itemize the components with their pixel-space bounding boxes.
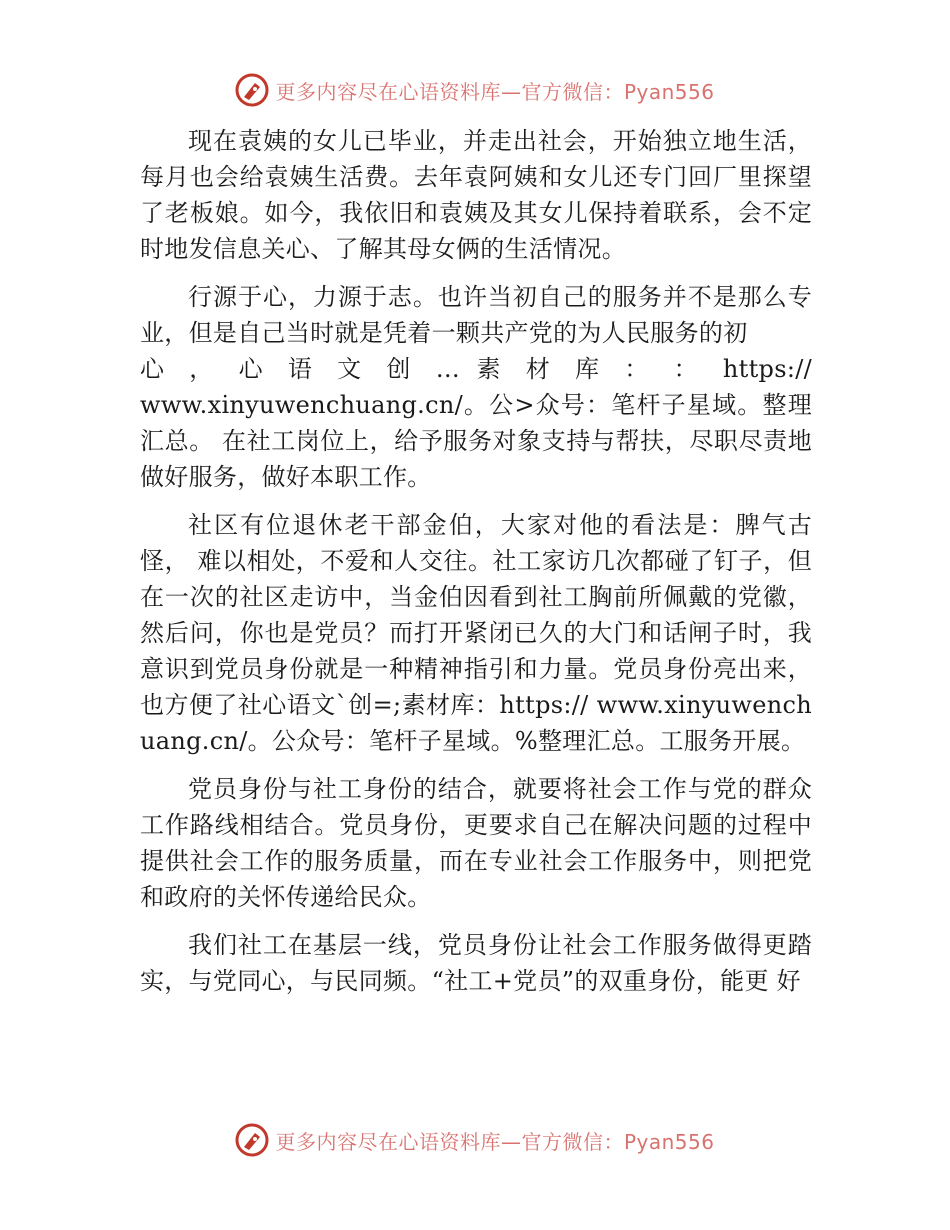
paragraph-2-line-1: 行源于心，力源于志。也许当初自己的服务并不是那么专业，但是自己当时就是凭着一颗共产党的为人民服务的初 <box>140 283 812 347</box>
footer-banner-text: 更多内容尽在心语资料库—官方微信：Pyan556 <box>275 1129 715 1154</box>
footer-banner <box>0 1120 950 1160</box>
paragraph-4: 党员身份与社工身份的结合，就要将社会工作与党的群众工作路线相结合。党员身份，更要求自己在解决问题的过程中提供社会工作的服务质量，而在专业社会工作服务中，则把党和政府的关怀传递给民众。 <box>140 775 812 911</box>
pen-nib-logo-icon <box>235 1123 269 1157</box>
paragraph-2-line-3: www.xinyuwenchuang.cn/。公>众号：笔杆子星域。整理汇总。 在社工岗位上，给予服务对象支持与帮扶，尽职尽责地做好服务，做好本职工作。 <box>140 391 812 491</box>
paragraph-3: 社区有位退休老干部金伯，大家对他的看法是：脾气古怪， 难以相处，不爱和人交往。社工家访几次都碰了钉子，但在一次的社区走访中，当金伯因看到社工胸前所佩戴的党徽，然后问，你也是党员？而打开紧闭已久的大门和话闸子时，我意识到党员身份就是一种精神指引和力量。党员身份亮出来，也方便了社心语文`创=;素材库：https:// www.xinyuwenchuang.cn/。公众号：笔杆子星域。%整理汇总。工服务开展。 <box>140 511 812 755</box>
document-body <box>140 123 812 1011</box>
paragraph-1: 现在袁姨的女儿已毕业，并走出社会，开始独立地生活，每月也会给袁姨生活费。去年袁阿姨和女儿还专门回厂里探望了老板娘。如今，我依旧和袁姨及其女儿保持着联系，会不定时地发信息关心、了解其母女俩的生活情况。 <box>140 127 812 263</box>
header-banner-text: 更多内容尽在心语资料库—官方微信：Pyan556 <box>275 79 715 104</box>
paragraph-5: 我们社工在基层一线，党员身份让社会工作服务做得更踏实，与党同心，与民同频。“社工+党员”的双重身份，能更 好 <box>140 931 812 995</box>
paragraph-2 <box>140 279 812 495</box>
header-banner <box>0 70 950 110</box>
paragraph-2-line-2: 心 ， 心 语 文 创 … 素 材 库 ： ： https:// <box>140 355 812 383</box>
pen-nib-logo-icon <box>235 73 269 107</box>
